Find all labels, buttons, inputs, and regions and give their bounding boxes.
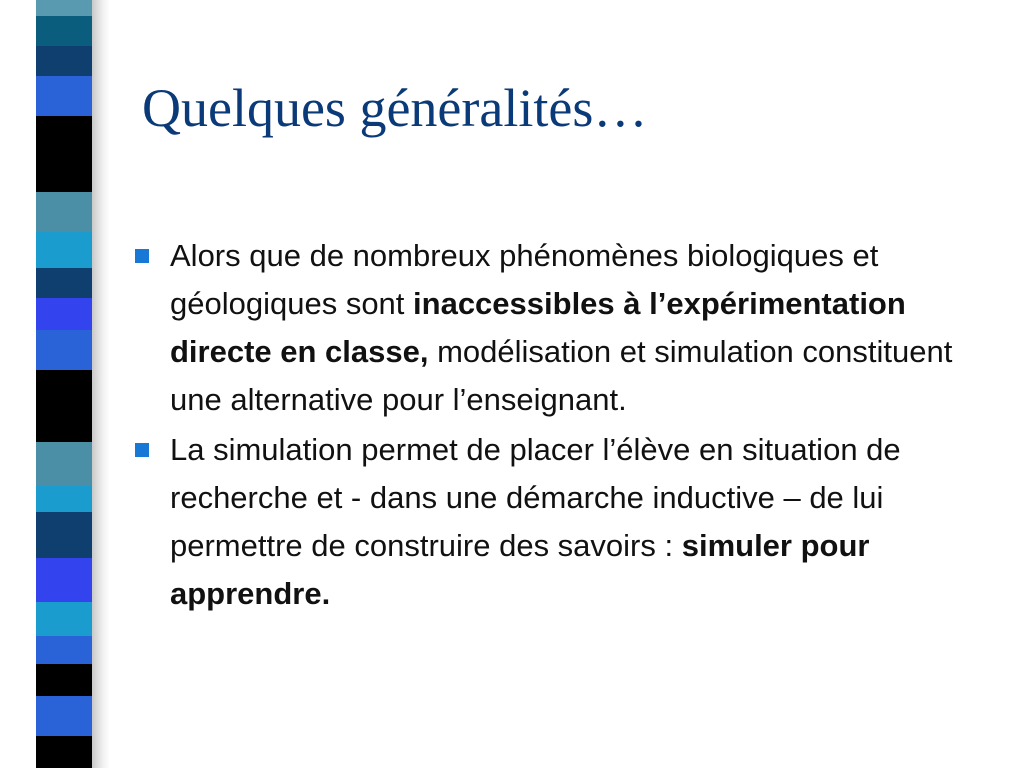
bullet-text-bold: simuler pour apprendre. [170, 528, 870, 611]
stripe-segment [36, 442, 92, 486]
bullet-text: La simulation permet de placer l’élève en situation de recherche et - dans une démarche inductive – de lui permettre de construire des savoirs : [170, 432, 901, 563]
stripe-margin [0, 0, 36, 768]
stripe-segment [36, 330, 92, 370]
stripe-segment [36, 46, 92, 76]
slide-title: Quelques généralités… [142, 78, 648, 138]
stripe-segment [36, 192, 92, 232]
stripe-segment [36, 232, 92, 268]
stripe-segment [36, 116, 92, 192]
stripe-segment [36, 16, 92, 46]
stripe-segment [36, 636, 92, 664]
square-bullet-icon [135, 249, 149, 263]
stripe-segment [36, 602, 92, 636]
square-bullet-icon [135, 443, 149, 457]
stripe-segment [36, 298, 92, 330]
bullet-item [130, 232, 990, 424]
bullet-text-bold: inaccessibles à l’expérimentation directe en classe, [170, 286, 906, 369]
bullet-text: modélisation et simulation constituent une alternative pour l’enseignant. [170, 334, 953, 417]
stripe-segment [36, 736, 92, 768]
bullet-text: Alors que de nombreux phénomènes biologiques et géologiques sont [170, 238, 879, 321]
decorative-stripe-band [36, 0, 92, 768]
stripe-segment [36, 512, 92, 558]
stripe-segment [36, 268, 92, 298]
bullet-item [130, 426, 990, 618]
stripe-segment [36, 370, 92, 442]
stripe-shadow [92, 0, 110, 768]
stripe-segment [36, 558, 92, 602]
stripe-segment [36, 664, 92, 696]
stripe-segment [36, 486, 92, 512]
stripe-segment [36, 76, 92, 116]
bullet-list [130, 232, 990, 620]
stripe-segment [36, 0, 92, 16]
stripe-segment [36, 696, 92, 736]
